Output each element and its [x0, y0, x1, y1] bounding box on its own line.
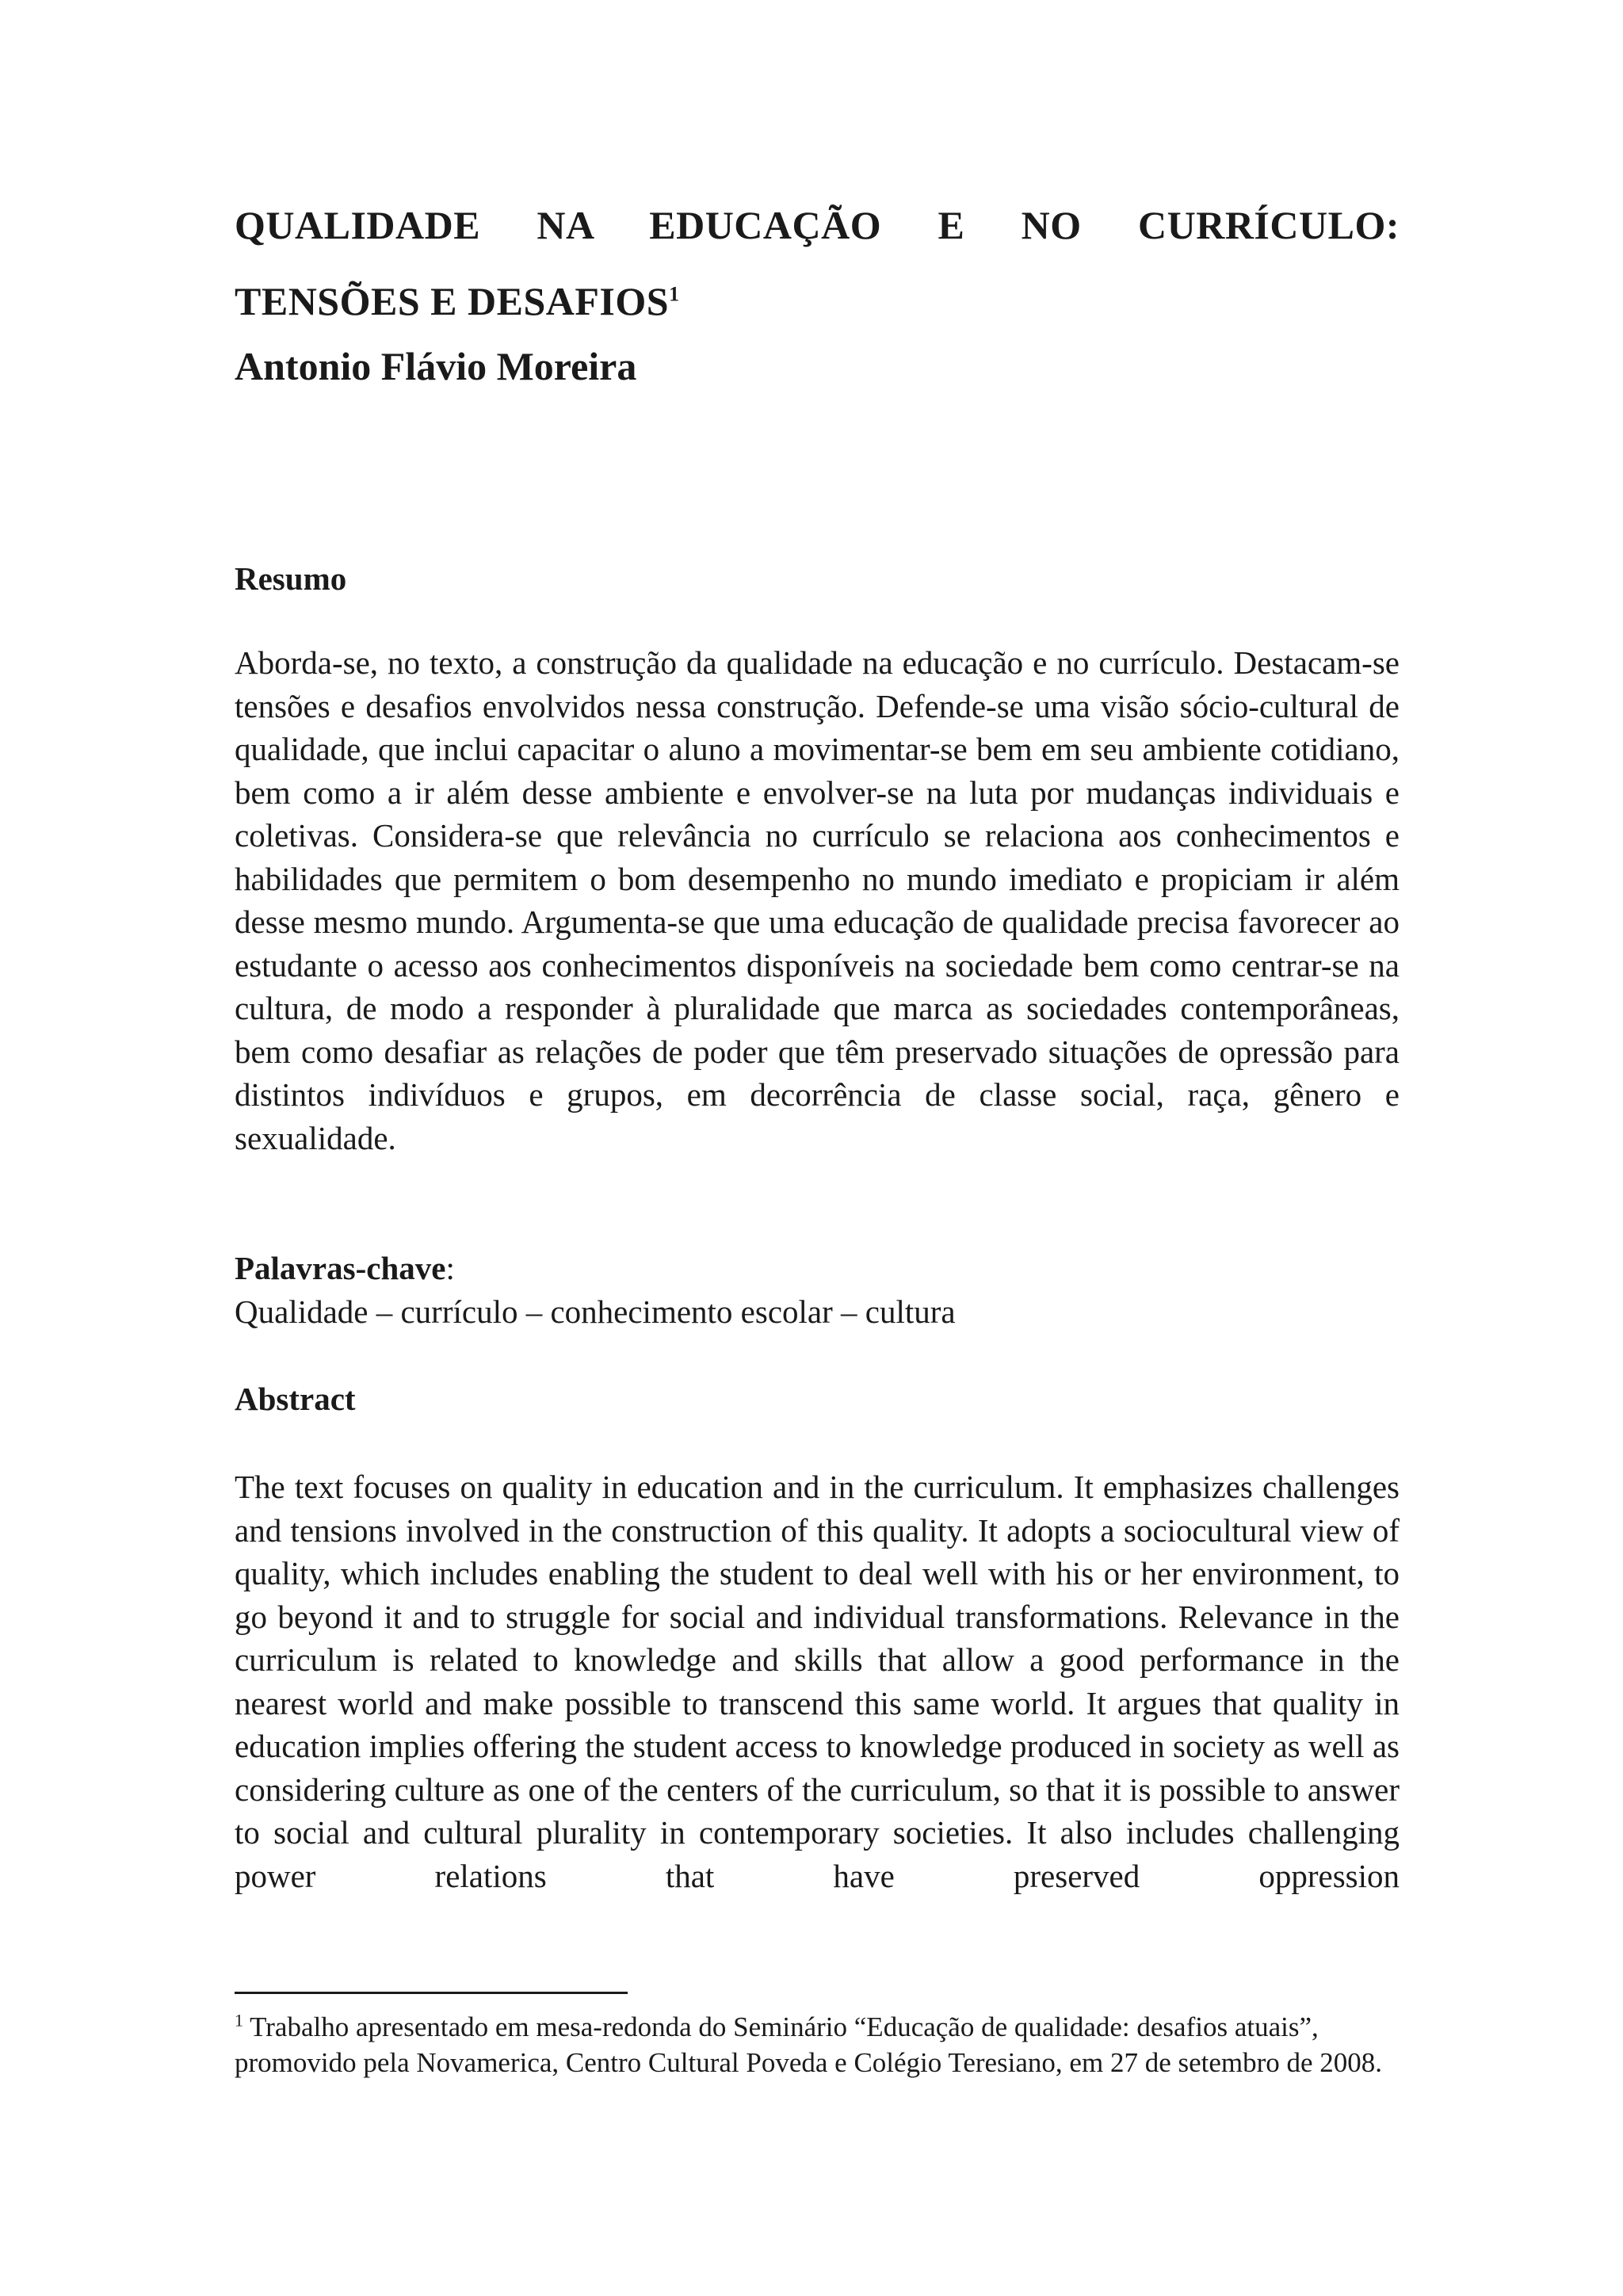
- footnote-marker: 1: [235, 2010, 243, 2030]
- title-line-2-text: TENSÕES E DESAFIOS: [235, 279, 670, 323]
- resumo-body: Aborda-se, no texto, a construção da qualidade na educação e no currículo. Destacam-se tensões e desafios envolvidos nessa construção. Defende-se uma visão sócio-cultural de qualidade, que inclui capacitar o aluno a movimentar-se bem em seu ambiente cotidiano, bem como a ir além desse ambiente e envolver-se na luta por mudanças individuais e coletivas. Considera-se que relevância no currículo se relaciona aos conhecimentos e habilidades que permitem o bom desempenho no mundo imediato e propiciam ir além desse mesmo mundo. Argumenta-se que uma educação de qualidade precisa favorecer ao estudante o acesso aos conhecimentos disponíveis na sociedade bem como centrar-se na cultura, de modo a responder à pluralidade que marca as sociedades contemporâneas, bem como desafiar as relações de poder que têm preservado situações de opressão para distintos indivíduos e grupos, em decorrência de classe social, raça, gênero e sexualidade.: [235, 644, 1400, 1156]
- keywords-label-line: [235, 1247, 1400, 1290]
- document-page: [235, 0, 1400, 2296]
- resumo-heading: Resumo: [235, 560, 347, 597]
- paper-title: [235, 187, 1400, 339]
- keywords-label: Palavras-chave: [235, 1250, 446, 1286]
- keywords-separator: :: [445, 1250, 455, 1286]
- abstract-heading: Abstract: [235, 1381, 356, 1417]
- abstract-body: The text focuses on quality in education and in the curriculum. It emphasizes challenges and tensions involved in the construction of this quality. It adopts a sociocultural view of quality, which includes enabling the student to deal well with his or her environment, to go beyond it and to struggle for social and individual transformations. Relevance in the curriculum is related to knowledge and skills that allow a good performance in the nearest world and make possible to transcend this same world. It argues that quality in education implies offering the student access to knowledge produced in society as well as considering culture as one of the centers of the curriculum, so that it is possible to answer to social and cultural plurality in contemporary societies. It also includes challenging power relations that have preserved oppression: [235, 1469, 1400, 1894]
- keywords-text: Qualidade – currículo – conhecimento escolar – cultura: [235, 1293, 956, 1330]
- footnote-divider: [235, 1992, 628, 1994]
- footnote: [235, 2009, 1400, 2080]
- keywords-block: [235, 1247, 1400, 1333]
- title-line-1: QUALIDADE NA EDUCAÇÃO E NO CURRÍCULO:: [235, 203, 1400, 247]
- title-footnote-marker[interactable]: 1: [669, 282, 680, 306]
- footnote-text: Trabalho apresentado em mesa-redonda do Seminário “Educação de qualidade: desafios atuais”, promovido pela Novamerica, Centro Cultural Poveda e Colégio Teresiano, em 27 de setembro de 2008.: [235, 2011, 1383, 2078]
- author-name: Antonio Flávio Moreira: [235, 344, 637, 388]
- title-line-2: [235, 263, 1400, 339]
